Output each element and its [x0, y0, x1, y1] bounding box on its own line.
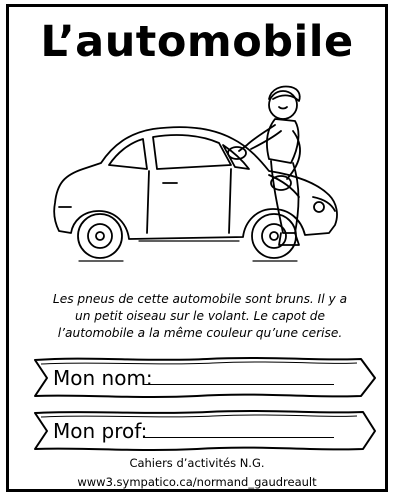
story-line: un petit oiseau sur le volant. Le capot de [74, 309, 326, 323]
teacher-write-line[interactable] [144, 437, 334, 438]
name-field[interactable] [27, 354, 379, 400]
teacher-field[interactable] [27, 407, 379, 453]
story-line: Les pneus de cette automobile sont bruns. Il y a [52, 292, 348, 306]
story-line: l’automobile a la même couleur qu’une cerise. [57, 326, 343, 340]
worksheet-frame [6, 4, 388, 492]
teacher-label: Mon prof: [53, 419, 148, 443]
name-write-line[interactable] [144, 384, 334, 385]
name-label: Mon nom: [53, 366, 153, 390]
publisher-credit: Cahiers d’activités N.G. [129, 456, 265, 470]
boy-washing-car-illustration [43, 83, 369, 283]
worksheet-title: L’automobile [40, 17, 354, 67]
story-paragraph [29, 291, 371, 342]
car-drawing [54, 127, 337, 261]
website-link[interactable]: www3.sympatico.ca/normand_gaudreault [77, 475, 317, 489]
